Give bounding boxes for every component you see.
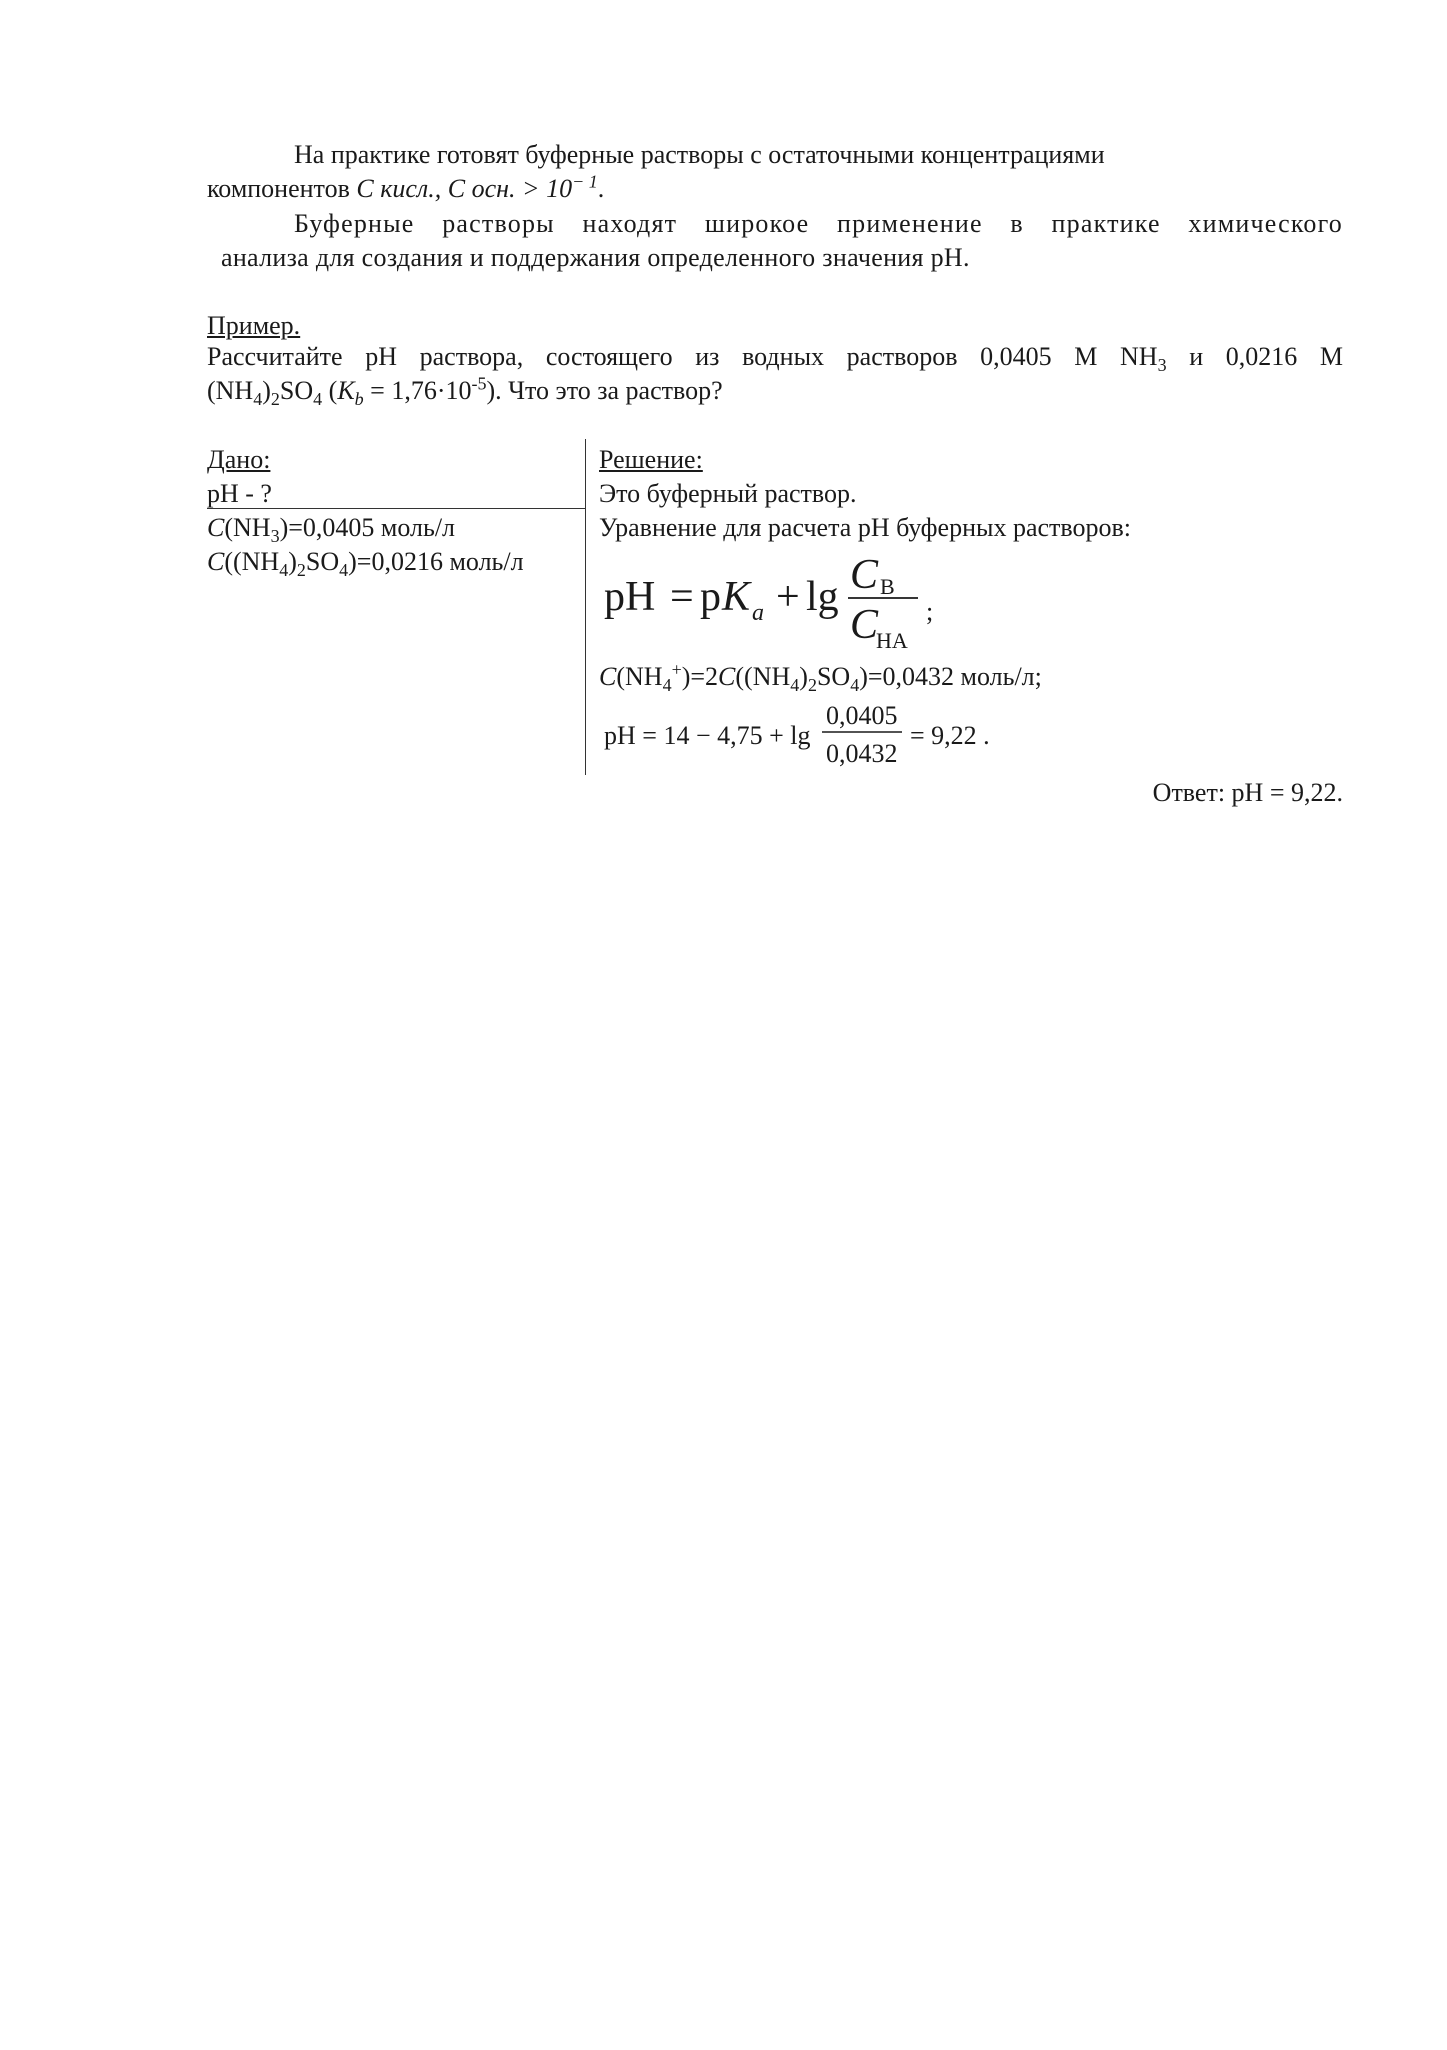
example-line2: $(NH_4)_2SO_4$ $(K_b = 1,76\cdot 10^{-5})$. Что это за раствор? [207,373,723,410]
formula-plus: + [776,574,800,620]
buffer-ph-formula [604,548,964,658]
answer: Ответ: рН = 9,22. [1152,778,1343,807]
word: раствора, [419,342,524,371]
formula-k-sub: a [752,600,764,626]
word: М [1319,342,1343,371]
ph-calculation [604,700,1024,780]
formula-eq: = [670,574,694,620]
word: состоящего [545,342,673,371]
formula-lg: lg [806,574,839,620]
intro-paragraph-1 [207,138,1343,206]
solution-line2: Уравнение для расчета рН буферных растворов: [599,513,1131,542]
formula-num-sub: B [880,574,895,599]
formula-k: K [722,574,751,620]
given-divider [207,508,585,509]
intro-p1-italic: С кисл., С осн. > 10 [356,174,573,203]
word: водных [742,342,825,371]
calc-numerator: 0,0405 [826,701,898,730]
given-nh3: $C(NH_3)=0,0405$ моль/л [207,513,456,547]
given-nh4-2so4: $C((NH_4)_2SO_4)=0,0216$ моль/л [207,547,524,581]
word: Рассчитайте [207,342,343,371]
formula-den-c: C [850,602,879,648]
nh3-formula: $NH_3$ [1120,342,1167,376]
intro-p1-end: . [597,174,605,203]
given-find: рН - ? [207,479,272,508]
table-vertical-divider [585,439,586,775]
intro-p2-line1: Буферные растворы находят широкое применение в практике химического [294,209,1343,238]
given-label: Дано: [207,445,271,474]
example-problem [207,340,1343,408]
nh4-concentration: $C(NH_4^+)=2C((NH_4)_2SO_4)=0,0432$ моль/л; [599,659,1042,696]
word: из [695,342,720,371]
example-line1 [207,340,1343,374]
formula-p: p [700,574,721,620]
solution-label: Решение: [599,445,703,474]
intro-p1-line1: На практике готовят буферные растворы с остаточными концентрациями [294,140,1105,169]
word: рН [365,342,397,371]
intro-p1-exponent: − 1 [572,171,598,192]
formula-den-sub: HA [876,628,908,653]
calc-denominator: 0,0432 [826,739,898,768]
formula-lhs: pH [604,574,656,620]
intro-p1-text: компонентов [207,174,357,203]
word: 0,0405 [980,342,1052,371]
word: и [1189,342,1204,371]
calc-prefix: pH = 14 − 4,75 + lg [604,721,811,750]
word: М [1074,342,1098,371]
word: растворов [846,342,958,371]
calc-result: = 9,22 . [910,721,990,750]
intro-paragraph-2 [207,207,1343,275]
intro-p1-line2 [207,172,1343,206]
example-label: Пример. [207,311,301,340]
formula-semicolon: ; [926,597,934,626]
formula-num-c: C [850,552,879,598]
intro-p2-line2: анализа для создания и поддержания определенного значения рН. [221,243,970,272]
word: 0,0216 [1225,342,1298,371]
solution-line1: Это буферный раствор. [599,479,857,508]
